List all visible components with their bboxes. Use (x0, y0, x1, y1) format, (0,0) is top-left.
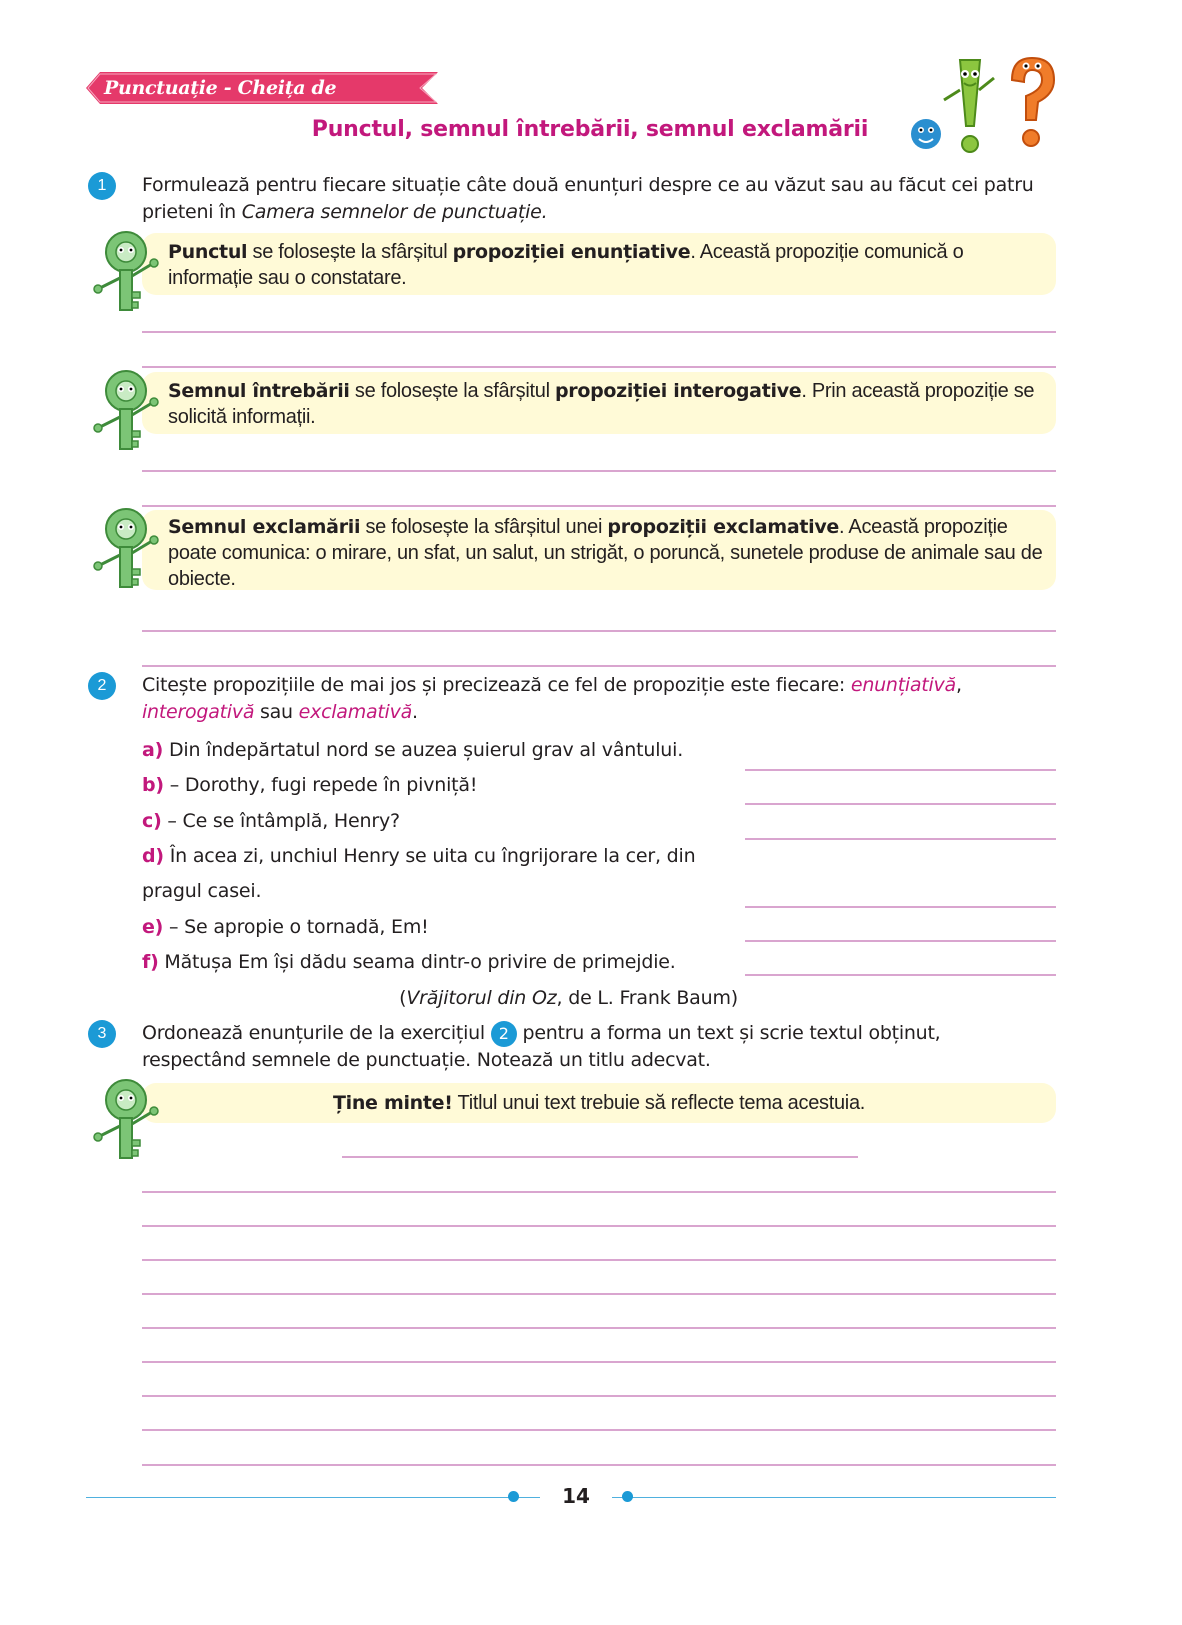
rule-note-question-text: Semnul întrebării se folosește la sfârșitul propoziției interogative. Prin această propoziție se solicită informații. (168, 380, 1035, 428)
writing-line[interactable] (142, 630, 1056, 632)
answer-line[interactable] (745, 838, 1056, 840)
exercise-number-badge: 3 (88, 1020, 116, 1048)
key-mascot-icon (86, 367, 166, 457)
sentence-item-a: a) Din îndepărtatul nord se auzea șuierul grav al vântului. (142, 739, 684, 761)
writing-line[interactable] (142, 470, 1056, 472)
writing-line[interactable] (142, 665, 1056, 667)
exercise-number-badge: 1 (88, 172, 116, 200)
source-citation: (Vrăjitorul din Oz, de L. Frank Baum) (399, 987, 738, 1009)
answer-line[interactable] (745, 974, 1056, 976)
writing-line[interactable] (142, 1225, 1056, 1227)
sentence-item-c: c) – Ce se întâmplă, Henry? (142, 810, 400, 832)
writing-line[interactable] (142, 1361, 1056, 1363)
punctuation-mascots-illustration (904, 50, 1064, 160)
page-number: 14 (562, 1484, 590, 1508)
exercise-number-badge: 2 (88, 672, 116, 700)
sentence-item-d-continued: pragul casei. (142, 880, 262, 902)
writing-line[interactable] (142, 505, 1056, 507)
page-title: Punctul, semnul întrebării, semnul exclamării (311, 117, 869, 142)
sentence-item-e: e) – Se apropie o tornadă, Em! (142, 916, 429, 938)
answer-line[interactable] (745, 769, 1056, 771)
writing-line[interactable] (142, 366, 1056, 368)
sentence-item-b: b) – Dorothy, fugi repede în pivniță! (142, 774, 478, 796)
writing-line[interactable] (142, 1259, 1056, 1261)
exercise-reference-badge: 2 (491, 1021, 517, 1047)
remember-note-text: Ține minte! Titlul unui text trebuie să reflecte tema acestuia. (332, 1092, 866, 1114)
writing-line[interactable] (142, 1327, 1056, 1329)
writing-line[interactable] (142, 331, 1056, 333)
writing-line[interactable] (142, 1293, 1056, 1295)
rule-note-period-text: Punctul se folosește la sfârșitul propoziției enunțiative. Această propoziție comunică o informație sau o constatare. (168, 241, 964, 289)
answer-line[interactable] (745, 803, 1056, 805)
sentence-item-f: f) Mătușa Em își dădu seama dintr-o privire de primejdie. (142, 951, 676, 973)
key-mascot-icon (86, 505, 166, 595)
exercise-2-instruction: Citește propozițiile de mai jos și precizează ce fel de propoziție este fiecare: enunțiativă, interogativă sau exclamativă. (142, 674, 962, 723)
writing-line[interactable] (142, 1429, 1056, 1431)
exercise-1-line-2: prieteni în Camera semnelor de punctuație. (142, 201, 548, 223)
writing-line[interactable] (142, 1395, 1056, 1397)
chapter-banner-label: Punctuație - Cheița de smarald (104, 77, 337, 131)
exercise-1-instruction (142, 172, 1072, 226)
exercise-1-line-1: Formulează pentru fiecare situație câte două enunțuri despre ce au văzut sau au făcut cei patru (142, 174, 1034, 196)
sentence-item-d: d) În acea zi, unchiul Henry se uita cu îngrijorare la cer, din (142, 845, 696, 867)
writing-line[interactable] (142, 1464, 1056, 1466)
footer-dot-left (508, 1491, 519, 1502)
key-mascot-icon (86, 228, 166, 318)
exercise-3-instruction: Ordonează enunțurile de la exercițiul 2 pentru a forma un text și scrie textul obținut, respectând semnele de punctuație. Notează un titlu adecvat. (142, 1022, 941, 1071)
answer-line[interactable] (745, 906, 1056, 908)
title-line[interactable] (342, 1156, 858, 1158)
rule-note-exclamation-text: Semnul exclamării se folosește la sfârșitul unei propoziții exclamative. Această propoziție poate comunica: o mirare, un sfat, un salut, un strigăt, o poruncă, sunetele produse de animale sau de obiecte. (168, 516, 1043, 590)
answer-line[interactable] (745, 940, 1056, 942)
writing-line[interactable] (142, 1191, 1056, 1193)
footer-dot-right (622, 1491, 633, 1502)
